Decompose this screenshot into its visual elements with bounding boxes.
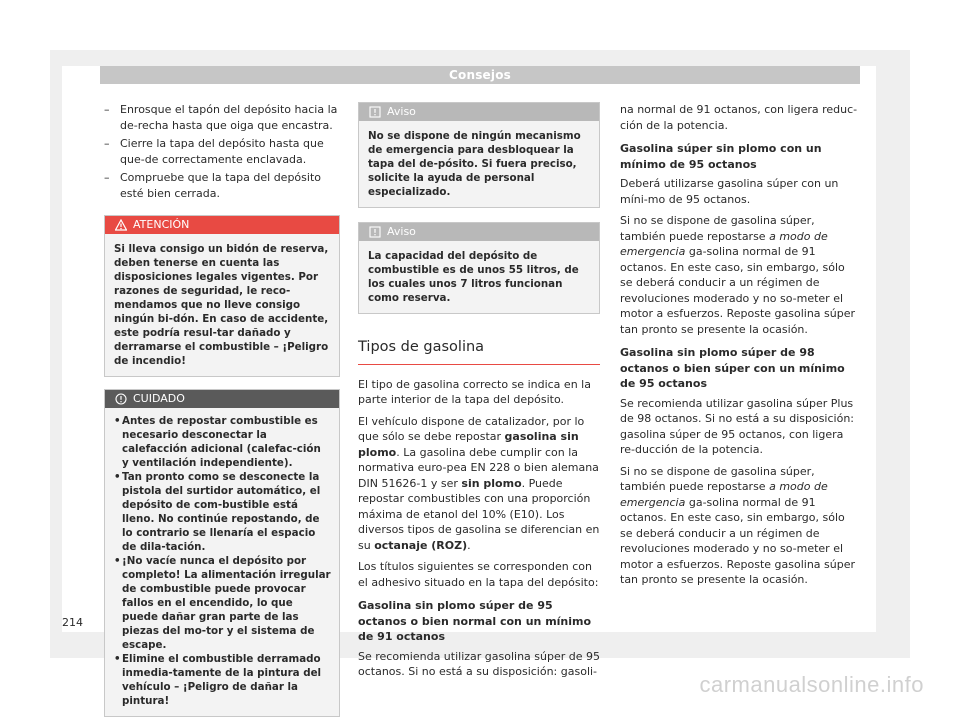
- column-right: [620, 102, 860, 594]
- attention-header: [105, 216, 339, 234]
- caution-item: • Tan pronto como se desconecte la pistola del surtidor automático, el depósito de com-bustible está lleno. No continúe repostando, de lo contrario se llenaría el espacio de dila-tación.: [114, 471, 321, 553]
- step-text: Enrosque el tapón del depósito hacia la de-recha hasta que oiga que encastra.: [120, 103, 338, 132]
- page-header: Consejos: [100, 66, 860, 84]
- caution-body: [105, 408, 339, 716]
- step-text: Cierre la tapa del depósito hasta que que-de correctamente enclavada.: [120, 137, 324, 166]
- column-middle: [358, 102, 600, 686]
- paragraph: na normal de 91 octanos, con ligera reduc-ción de la potencia.: [620, 103, 858, 132]
- attention-box: [104, 215, 340, 377]
- notice-label: Aviso: [387, 105, 416, 118]
- caution-item: • ¡No vacíe nunca el depósito por completo! La alimentación irregular de combustible puede provocar fallos en el encendido, lo que puede dañar gran parte de las piezas del mo-tor y el sistema de escape.: [114, 555, 331, 651]
- notice-box: [358, 222, 600, 314]
- info-circle-icon: [115, 393, 127, 405]
- paragraph: El vehículo dispone de catalizador, por lo que sólo se debe repostar gasolina sin plomo. La gasolina debe cumplir con la normativa euro-pea EN 228 o bien alemana DIN 51626-1 y ser sin plomo. Puede repostar combustibles con una proporción máxima de etanol del 10% (E10). Los diversos tipos de gasolina se diferencian en su octanaje (ROZ).: [358, 414, 600, 552]
- watermark: carmanualsonline.info: [699, 672, 924, 697]
- notice-label: Aviso: [387, 225, 416, 238]
- section-title: Tipos de gasolina: [358, 340, 600, 365]
- notice-text: No se dispone de ningún mecanismo de emergencia para desbloquear la tapa del de-pósito. Si fuera preciso, solicite la ayuda de personal especializado.: [368, 130, 581, 198]
- attention-text: Si lleva consigo un bidón de reserva, deben tenerse en cuenta las disposiciones legales vigentes. Por razones de seguridad, le reco-mendamos que no lleve consigo ningún bi-dón. En caso de accidente, este podría resul-tar dañado y derramarse el combustible – ¡Peligro de incendio!: [114, 243, 329, 367]
- caution-label: CUIDADO: [133, 392, 185, 405]
- paragraph: El tipo de gasolina correcto se indica en la parte interior de la tapa del depósito.: [358, 377, 591, 406]
- subheading: Gasolina súper sin plomo con un mínimo de 95 octanos: [620, 142, 822, 171]
- caution-item: • Antes de repostar combustible es necesario desconectar la calefacción adicional (calefac-ción y ventilación independiente).: [114, 415, 321, 469]
- step-text: Compruebe que la tapa del depósito esté bien cerrada.: [120, 171, 321, 200]
- column-left: [104, 102, 340, 717]
- notice-icon: [369, 106, 381, 118]
- notice-header: [359, 223, 599, 241]
- caution-item: • Elimine el combustible derramado inmedia-tamente de la pintura del vehículo – ¡Peligro de dañar la pintura!: [114, 653, 322, 707]
- notice-header: [359, 103, 599, 121]
- caution-box: [104, 389, 340, 717]
- subheading: Gasolina sin plomo súper de 95 octanos o bien normal con un mínimo de 91 octanos: [358, 599, 592, 643]
- paragraph: Los títulos siguientes se corresponden con el adhesivo situado en la tapa del depósito:: [358, 560, 599, 589]
- paragraph: Se recomienda utilizar gasolina súper de 95 octanos. Si no está a su disposición: gasoli-: [358, 649, 601, 678]
- notice-box: [358, 102, 600, 208]
- notice-text: La capacidad del depósito de combustible es de unos 55 litros, de los cuales unos 7 litros funcionan como reserva.: [368, 250, 579, 304]
- paragraph: Si no se dispone de gasolina súper, también puede repostarse a modo de emergencia ga-solina normal de 91 octanos. En este caso, sin embargo, sólo se deberá conducir a un régimen de revoluciones moderado y no so-meter el motor a esfuerzos. Reposte gasolina súper tan pronto se presente la ocasión.: [620, 464, 856, 586]
- subheading: Gasolina sin plomo súper de 98 octanos o bien súper con un mínimo de 95 octanos: [620, 346, 845, 390]
- page-number: 214: [62, 616, 83, 629]
- paragraph: Deberá utilizarse gasolina súper con un míni-mo de 95 octanos.: [620, 177, 839, 206]
- step-item: – Cierre la tapa del depósito hasta que que-de correctamente enclavada.: [104, 136, 340, 167]
- paragraph: Se recomienda utilizar gasolina súper Plus de 98 octanos. Si no está a su disposición: gasolina súper de 95 octanos, con ligera re-ducción de la potencia.: [620, 396, 854, 456]
- step-item: – Enrosque el tapón del depósito hacia la de-recha hasta que oiga que encastra.: [104, 102, 340, 133]
- step-item: – Compruebe que la tapa del depósito esté bien cerrada.: [104, 170, 340, 201]
- caution-header: [105, 390, 339, 408]
- warning-triangle-icon: [115, 219, 127, 231]
- notice-icon: [369, 226, 381, 238]
- paragraph: Si no se dispone de gasolina súper, también puede repostarse a modo de emergencia ga-solina normal de 91 octanos. En este caso, sin embargo, sólo se deberá conducir a un régimen de revoluciones moderado y no so-meter el motor a esfuerzos. Reposte gasolina súper tan pronto se presente la ocasión.: [620, 214, 856, 336]
- attention-label: ATENCIÓN: [133, 218, 190, 231]
